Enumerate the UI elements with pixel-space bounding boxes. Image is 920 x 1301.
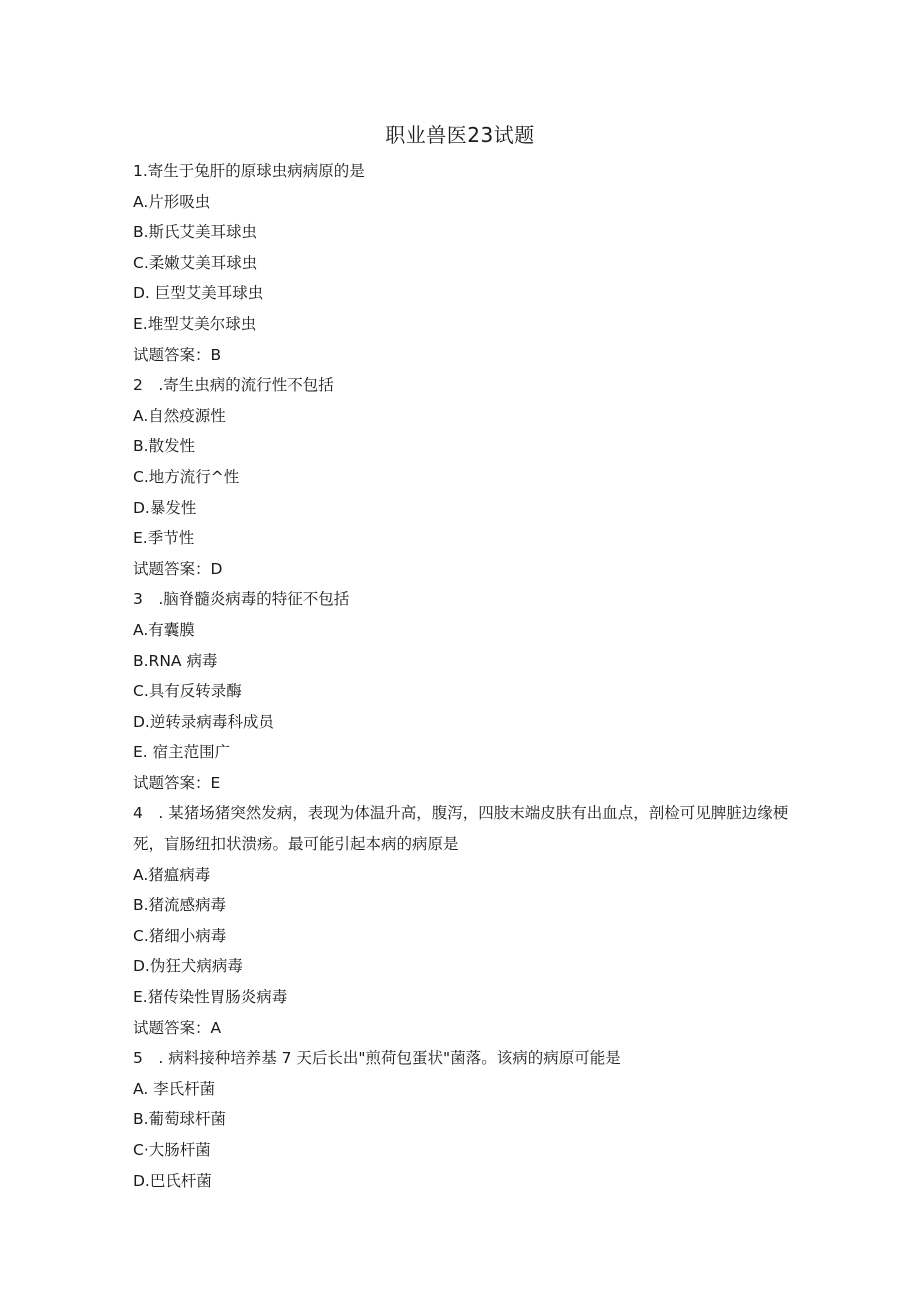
option-c: C·大肠杆菌 (133, 1141, 211, 1159)
option-b: B.RNA 病毒 (133, 651, 218, 670)
option-b: B.猪流感病毒 (133, 896, 227, 915)
option-a: A. 李氏杆菌 (133, 1079, 216, 1098)
page-title: 职业兽医23试题 (385, 123, 535, 147)
answer: 试题答案：D (133, 559, 223, 578)
option-c: C.猪细小病毒 (133, 926, 227, 945)
option-a: A.片形吸虫 (133, 192, 211, 211)
question-stem: 2 .寄生虫病的流行性不包括 (133, 376, 334, 395)
option-d: D.巴氏杆菌 (133, 1171, 212, 1190)
question-stem: 4 . 某猪场猪突然发病，表现为体温升高，腹泻，四肢末端皮肤有出血点，剖检可见脾脏边缘梗死，盲肠纽扣状溃疡。最可能引起本病的病原是 (133, 804, 789, 854)
question-list (133, 156, 793, 1196)
question-3 (133, 584, 793, 798)
option-c: C.柔嫩艾美耳球虫 (133, 253, 258, 272)
option-c: C.具有反转录酶 (133, 682, 242, 701)
option-c: C.地方流行^性 (133, 467, 240, 486)
question-stem: 1.寄生于兔肝的原球虫病病原的是 (133, 162, 365, 180)
option-d: D.逆转录病毒科成员 (133, 712, 274, 731)
question-4 (133, 798, 793, 1043)
question-stem: 5 . 病料接种培养基 7 天后长出"煎荷包蛋状"菌落。该病的病原可能是 (133, 1049, 621, 1068)
answer: 试题答案：B (133, 345, 222, 364)
option-a: A.自然疫源性 (133, 406, 226, 425)
option-a: A.猪瘟病毒 (133, 865, 211, 884)
question-1 (133, 156, 793, 370)
option-b: B.葡萄球杆菌 (133, 1110, 227, 1129)
option-d: D.暴发性 (133, 498, 197, 517)
option-e: E. 宿主范围广 (133, 743, 231, 762)
option-e: E.猪传染性胃肠炎病毒 (133, 988, 288, 1007)
option-e: E.堆型艾美尔球虫 (133, 314, 257, 333)
option-b: B.散发性 (133, 437, 196, 456)
question-2 (133, 370, 793, 584)
answer: 试题答案：A (133, 1018, 222, 1037)
answer: 试题答案：E (133, 773, 221, 792)
question-5 (133, 1043, 793, 1196)
option-d: D. 巨型艾美耳球虫 (133, 284, 264, 303)
option-b: B.斯氏艾美耳球虫 (133, 223, 258, 242)
option-a: A.有囊膜 (133, 620, 195, 639)
option-d: D.伪狂犬病病毒 (133, 957, 243, 976)
option-e: E.季节性 (133, 529, 195, 548)
question-stem: 3 .脑脊髓炎病毒的特征不包括 (133, 590, 350, 609)
